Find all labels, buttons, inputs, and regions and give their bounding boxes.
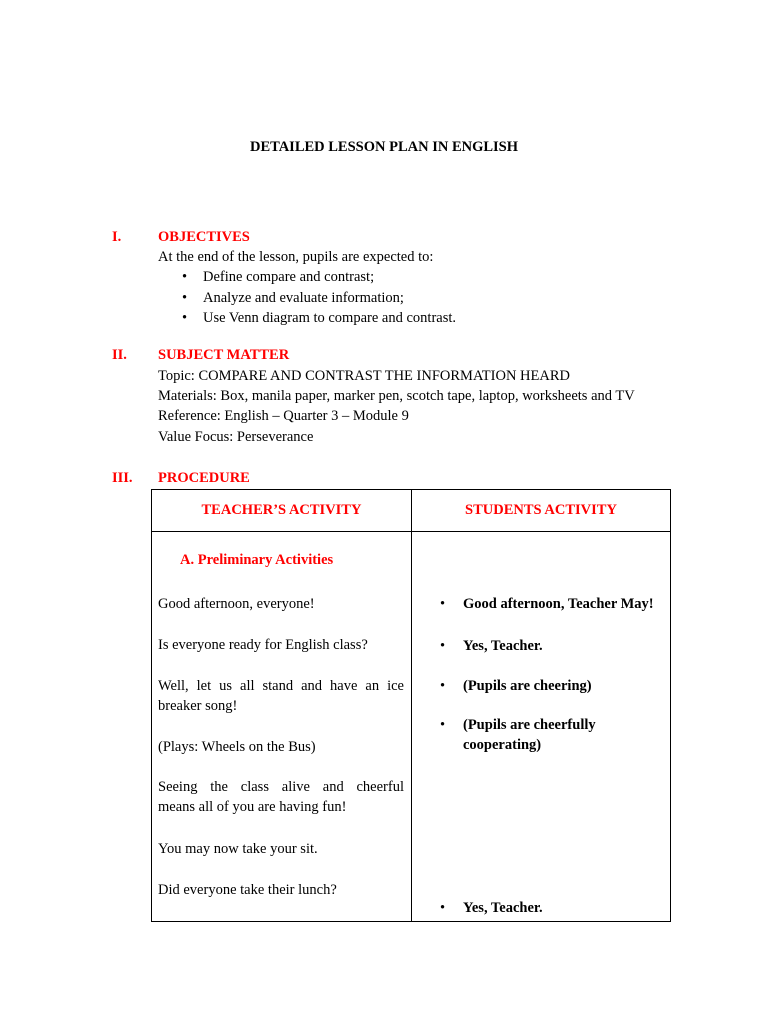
student-response: • Yes, Teacher. xyxy=(440,638,543,654)
teacher-line: (Plays: Wheels on the Bus) xyxy=(158,739,316,755)
bullet-icon: • xyxy=(182,310,188,326)
student-response: • Yes, Teacher. xyxy=(440,900,543,916)
bullet-icon: • xyxy=(182,269,188,285)
objectives-number: I. xyxy=(112,229,122,245)
teacher-line: breaker song! xyxy=(158,698,238,714)
student-response: • Good afternoon, Teacher May! xyxy=(440,596,654,612)
objective-item: • Analyze and evaluate information; xyxy=(182,290,404,306)
objective-item: • Define compare and contrast; xyxy=(182,269,375,285)
objective-item: • Use Venn diagram to compare and contrast. xyxy=(182,310,456,326)
teacher-line: You may now take your sit. xyxy=(158,841,318,857)
materials-line: Materials: Box, manila paper, marker pen, scotch tape, laptop, worksheets and TV xyxy=(158,388,635,404)
teacher-line: Did everyone take their lunch? xyxy=(158,882,337,898)
teacher-activity-header: TEACHER’S ACTIVITY xyxy=(152,490,412,532)
teacher-line: Seeing the class alive and cheerful xyxy=(158,779,404,795)
table-row xyxy=(152,532,671,922)
subject-matter-number: II. xyxy=(112,347,127,363)
procedure-table xyxy=(151,489,671,922)
teacher-line: Is everyone ready for English class? xyxy=(158,637,368,653)
teacher-line: Good afternoon, everyone! xyxy=(158,596,315,612)
teacher-line: means all of you are having fun! xyxy=(158,799,347,815)
bullet-icon: • xyxy=(182,290,188,306)
topic-line: Topic: COMPARE AND CONTRAST THE INFORMATION HEARD xyxy=(158,368,571,384)
students-activity-cell xyxy=(412,532,671,922)
bullet-icon: • xyxy=(440,596,446,612)
subject-matter-heading: SUBJECT MATTER xyxy=(158,347,290,363)
bullet-icon: • xyxy=(440,638,446,654)
value-focus-line: Value Focus: Perseverance xyxy=(158,429,314,445)
procedure-heading: PROCEDURE xyxy=(158,470,250,486)
objectives-heading: OBJECTIVES xyxy=(158,229,250,245)
student-response: • (Pupils are cheerfully cooperating) xyxy=(440,717,596,753)
bullet-icon: • xyxy=(440,717,446,733)
bullet-icon: • xyxy=(440,900,446,916)
teacher-line: Well, let us all stand and have an ice xyxy=(158,678,404,694)
preliminary-activities-subheading: A. Preliminary Activities xyxy=(180,552,334,568)
document-title: DETAILED LESSON PLAN IN ENGLISH xyxy=(249,139,519,155)
procedure-number: III. xyxy=(112,470,133,486)
reference-line: Reference: English – Quarter 3 – Module 9 xyxy=(158,408,409,424)
table-header-row xyxy=(152,490,671,532)
student-response: • (Pupils are cheering) xyxy=(440,678,592,694)
bullet-icon: • xyxy=(440,678,446,694)
objectives-intro: At the end of the lesson, pupils are expected to: xyxy=(158,249,434,265)
students-activity-header: STUDENTS ACTIVITY xyxy=(412,490,671,532)
teacher-activity-cell xyxy=(152,532,412,922)
